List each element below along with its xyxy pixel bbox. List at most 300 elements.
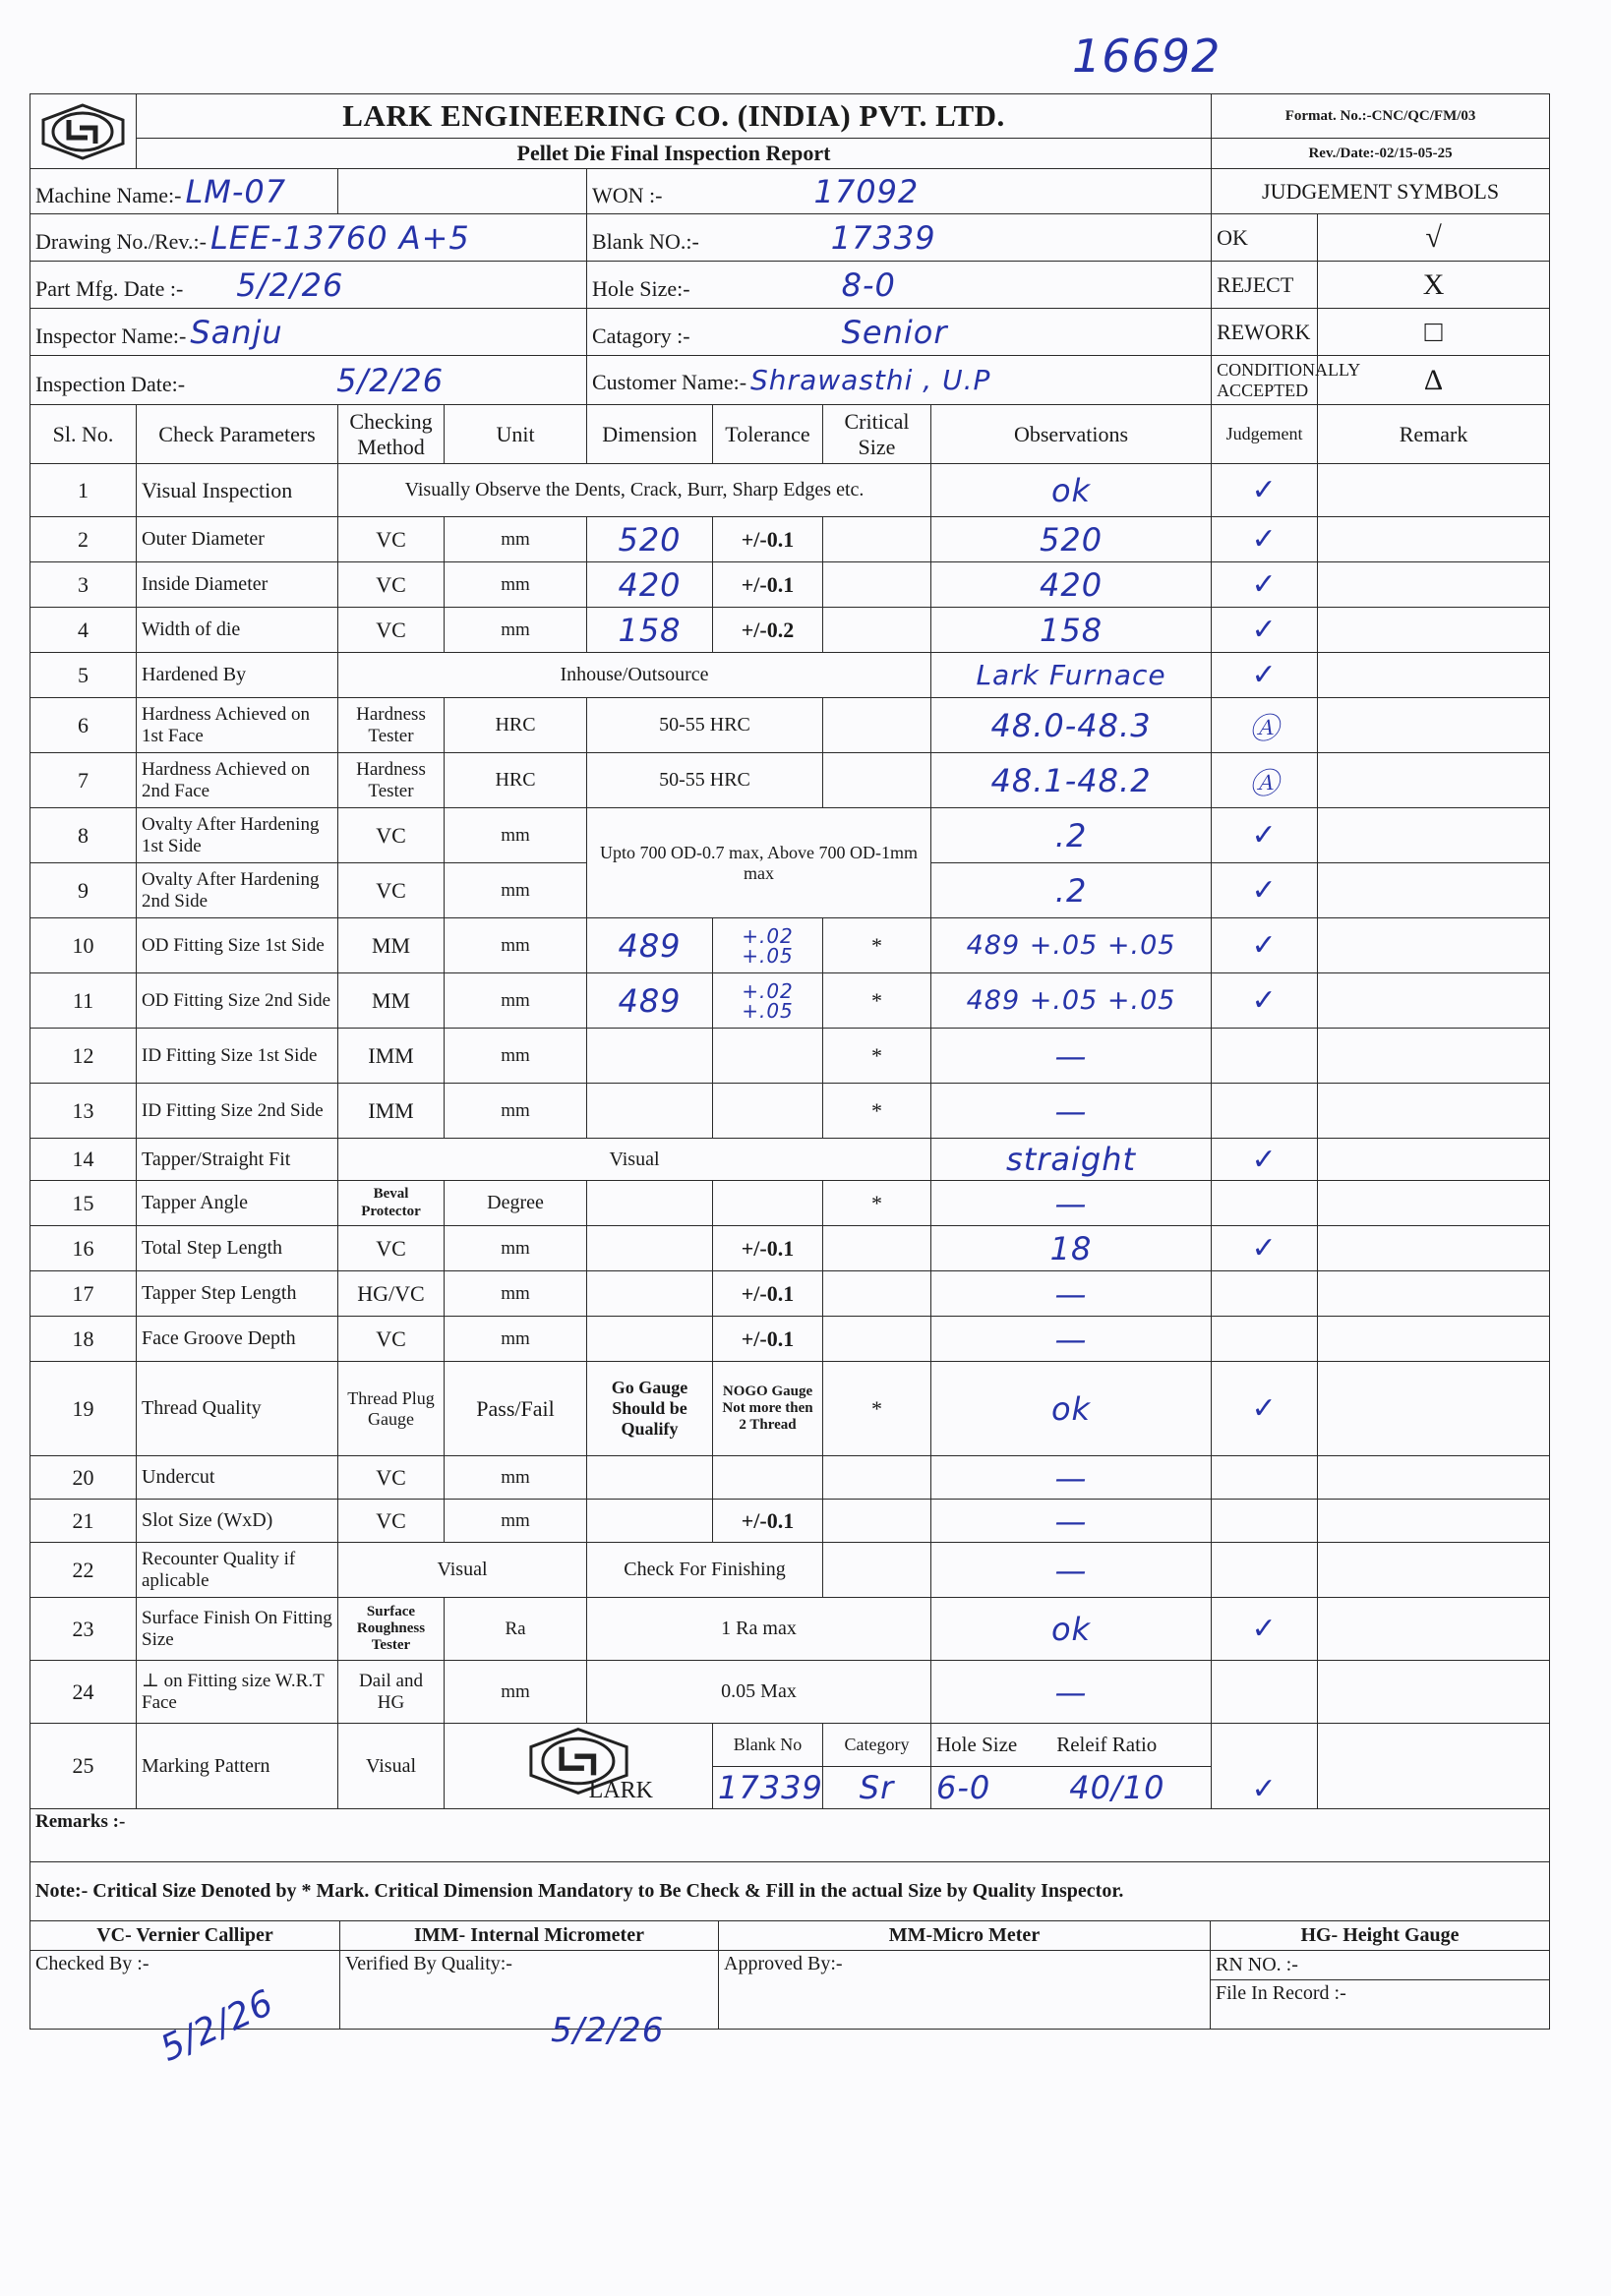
table-row bbox=[30, 1084, 1550, 1139]
row-parameter: Slot Size (WxD) bbox=[137, 1500, 338, 1543]
table-row bbox=[30, 1139, 1550, 1181]
row-judgement: ✓ bbox=[1212, 1724, 1318, 1809]
inspector-name-value: Sanju bbox=[190, 313, 283, 351]
row-method: Thread Plug Gauge bbox=[338, 1362, 445, 1456]
table-row bbox=[30, 973, 1550, 1029]
row-unit: mm bbox=[445, 1029, 587, 1084]
row-remark bbox=[1318, 1317, 1550, 1362]
row-parameter: Inside Diameter bbox=[137, 562, 338, 608]
row-method: Surface Roughness Tester bbox=[338, 1598, 445, 1661]
row-judgement: ✓ bbox=[1212, 464, 1318, 517]
row-unit: mm bbox=[445, 517, 587, 562]
row-critical: * bbox=[823, 1029, 931, 1084]
row-tolerance: +/-0.2 bbox=[713, 608, 823, 653]
row-parameter: Hardness Achieved on 1st Face bbox=[137, 698, 338, 753]
row-method: VC bbox=[338, 562, 445, 608]
row-parameter: Tapper Step Length bbox=[137, 1271, 338, 1317]
marking-hole-header: Hole Size bbox=[936, 1733, 1018, 1756]
row-critical: * bbox=[823, 1362, 931, 1456]
row-sl: 15 bbox=[30, 1181, 137, 1226]
row-judgement bbox=[1212, 1456, 1318, 1500]
table-row bbox=[30, 1362, 1550, 1456]
row-parameter: Width of die bbox=[137, 608, 338, 653]
table-row bbox=[30, 1226, 1550, 1271]
row-method: Inhouse/Outsource bbox=[338, 653, 931, 698]
row-parameter: ⊥ on Fitting size W.R.T Face bbox=[137, 1661, 338, 1724]
row-tolerance: +.02 +.05 bbox=[713, 973, 823, 1029]
row-parameter: Thread Quality bbox=[137, 1362, 338, 1456]
row-unit: mm bbox=[445, 1661, 587, 1724]
row-unit: mm bbox=[445, 608, 587, 653]
row-method: Visually Observe the Dents, Crack, Burr, Sharp Edges etc. bbox=[338, 464, 931, 517]
row-judgement bbox=[1212, 1271, 1318, 1317]
report-table bbox=[30, 93, 1550, 1921]
row-unit: mm bbox=[445, 1226, 587, 1271]
row-observation: 158 bbox=[931, 608, 1212, 653]
row-judgement bbox=[1212, 1317, 1318, 1362]
table-row bbox=[30, 1500, 1550, 1543]
row-sl: 20 bbox=[30, 1456, 137, 1500]
company-name: LARK ENGINEERING CO. (INDIA) PVT. LTD. bbox=[137, 94, 1212, 139]
col-remark: Remark bbox=[1318, 405, 1550, 464]
marking-blank-value: 17339 bbox=[713, 1767, 823, 1809]
row-judgement: ✓ bbox=[1212, 562, 1318, 608]
reject-label: REJECT bbox=[1212, 262, 1318, 309]
col-judgement: Judgement bbox=[1212, 405, 1318, 464]
row-dimension: Upto 700 OD-0.7 max, Above 700 OD-1mm max bbox=[587, 808, 931, 918]
row-critical bbox=[823, 1543, 931, 1598]
row-dimension bbox=[587, 1029, 713, 1084]
row-judgement bbox=[1212, 1500, 1318, 1543]
machine-name-value: LM-07 bbox=[185, 172, 287, 210]
row-sl: 8 bbox=[30, 808, 137, 863]
row-remark bbox=[1318, 1724, 1550, 1809]
row-dimension: 50-55 HRC bbox=[587, 698, 823, 753]
row-method: MM bbox=[338, 918, 445, 973]
verified-by-label: Verified By Quality:- bbox=[340, 1951, 719, 2030]
row-parameter: Total Step Length bbox=[137, 1226, 338, 1271]
row-remark bbox=[1318, 1598, 1550, 1661]
row-unit: mm bbox=[445, 1317, 587, 1362]
row-observation: — bbox=[931, 1456, 1212, 1500]
drawing-no-label: Drawing No./Rev.:- bbox=[35, 228, 207, 254]
legend-imm: IMM- Internal Micrometer bbox=[340, 1921, 719, 1951]
row-sl: 23 bbox=[30, 1598, 137, 1661]
table-row bbox=[30, 753, 1550, 808]
row-dimension bbox=[587, 1317, 713, 1362]
table-row bbox=[30, 1598, 1550, 1661]
legend-vc: VC- Vernier Calliper bbox=[30, 1921, 340, 1951]
report-title: Pellet Die Final Inspection Report bbox=[137, 139, 1212, 169]
row-judgement: ✓ bbox=[1212, 517, 1318, 562]
row-method: Hardness Tester bbox=[338, 753, 445, 808]
row-dimension: 489 bbox=[587, 918, 713, 973]
row-parameter: Undercut bbox=[137, 1456, 338, 1500]
row-critical: * bbox=[823, 1181, 931, 1226]
row-observation: — bbox=[931, 1271, 1212, 1317]
row-dimension: 1 Ra max bbox=[587, 1598, 931, 1661]
table-row bbox=[30, 918, 1550, 973]
row-sl: 16 bbox=[30, 1226, 137, 1271]
row-method: Visual bbox=[338, 1543, 587, 1598]
row-unit: mm bbox=[445, 562, 587, 608]
row-judgement: ✓ bbox=[1212, 1139, 1318, 1181]
row-remark bbox=[1318, 1271, 1550, 1317]
row-remark bbox=[1318, 1029, 1550, 1084]
row-method: IMM bbox=[338, 1029, 445, 1084]
marking-relief-header: Releif Ratio bbox=[1056, 1733, 1158, 1756]
row-unit: mm bbox=[445, 918, 587, 973]
row-sl: 11 bbox=[30, 973, 137, 1029]
row-observation: straight bbox=[931, 1139, 1212, 1181]
col-tolerance: Tolerance bbox=[713, 405, 823, 464]
remarks-label: Remarks :- bbox=[30, 1809, 1550, 1862]
table-row bbox=[30, 1456, 1550, 1500]
legend-hg: HG- Height Gauge bbox=[1211, 1921, 1550, 1951]
row-judgement: Ⓐ bbox=[1212, 698, 1318, 753]
category-label: Catagory :- bbox=[592, 323, 690, 348]
row-judgement: ✓ bbox=[1212, 973, 1318, 1029]
row-method: VC bbox=[338, 608, 445, 653]
row-tolerance: +/-0.1 bbox=[713, 1271, 823, 1317]
row-parameter: OD Fitting Size 1st Side bbox=[137, 918, 338, 973]
row-sl: 1 bbox=[30, 464, 137, 517]
row-dimension: 420 bbox=[587, 562, 713, 608]
row-remark bbox=[1318, 808, 1550, 863]
row-dimension: 489 bbox=[587, 973, 713, 1029]
row-method: MM bbox=[338, 973, 445, 1029]
row-judgement: ✓ bbox=[1212, 1598, 1318, 1661]
row-parameter: Ovalty After Hardening 1st Side bbox=[137, 808, 338, 863]
row-sl: 22 bbox=[30, 1543, 137, 1598]
row-unit: HRC bbox=[445, 698, 587, 753]
hole-size-value: 8-0 bbox=[841, 265, 896, 304]
row-observation: 489 +.05 +.05 bbox=[931, 918, 1212, 973]
conditionally-accepted-label: CONDITIONALLY ACCEPTED bbox=[1212, 356, 1318, 405]
row-sl: 12 bbox=[30, 1029, 137, 1084]
row-method: VC bbox=[338, 1226, 445, 1271]
col-checking-method: Checking Method bbox=[338, 405, 445, 464]
row-remark bbox=[1318, 517, 1550, 562]
legend-mm: MM-Micro Meter bbox=[719, 1921, 1211, 1951]
format-number: Format. No.:-CNC/QC/FM/03 bbox=[1212, 94, 1550, 139]
rework-label: REWORK bbox=[1212, 309, 1318, 356]
row-tolerance: +/-0.1 bbox=[713, 1500, 823, 1543]
row-judgement: ✓ bbox=[1212, 608, 1318, 653]
row-observation: — bbox=[931, 1661, 1212, 1724]
row-observation: 18 bbox=[931, 1226, 1212, 1271]
row-parameter: Visual Inspection bbox=[137, 464, 338, 517]
table-row bbox=[30, 1543, 1550, 1598]
row-remark bbox=[1318, 464, 1550, 517]
marking-lark-text: LARK bbox=[588, 1778, 653, 1803]
row-parameter: Marking Pattern bbox=[137, 1724, 338, 1809]
row-sl: 19 bbox=[30, 1362, 137, 1456]
row-observation: — bbox=[931, 1317, 1212, 1362]
row-method: VC bbox=[338, 863, 445, 918]
table-row bbox=[30, 653, 1550, 698]
row-sl: 25 bbox=[30, 1724, 137, 1809]
col-sl-no: Sl. No. bbox=[30, 405, 137, 464]
row-tolerance bbox=[713, 1084, 823, 1139]
table-row bbox=[30, 608, 1550, 653]
row-parameter: Tapper/Straight Fit bbox=[137, 1139, 338, 1181]
row-judgement: ✓ bbox=[1212, 1362, 1318, 1456]
row-observation: 48.0-48.3 bbox=[931, 698, 1212, 753]
row-sl: 5 bbox=[30, 653, 137, 698]
row-method: IMM bbox=[338, 1084, 445, 1139]
table-row bbox=[30, 1029, 1550, 1084]
marking-blank-header: Blank No bbox=[713, 1724, 823, 1767]
row-method: VC bbox=[338, 517, 445, 562]
row-tolerance: +.02 +.05 bbox=[713, 918, 823, 973]
row-tolerance: +/-0.1 bbox=[713, 562, 823, 608]
marking-hole-relief-values bbox=[931, 1767, 1212, 1809]
marking-category-header: Category bbox=[823, 1724, 931, 1767]
row-unit: mm bbox=[445, 808, 587, 863]
row-remark bbox=[1318, 562, 1550, 608]
row-remark bbox=[1318, 1139, 1550, 1181]
revision-date: Rev./Date:-02/15-05-25 bbox=[1212, 139, 1550, 169]
row-sl: 7 bbox=[30, 753, 137, 808]
row-dimension: Go Gauge Should be Qualify bbox=[587, 1362, 713, 1456]
row-parameter: Face Groove Depth bbox=[137, 1317, 338, 1362]
row-method: Hardness Tester bbox=[338, 698, 445, 753]
row-dimension: 50-55 HRC bbox=[587, 753, 823, 808]
marking-logo-cell bbox=[445, 1724, 713, 1809]
table-row bbox=[30, 698, 1550, 753]
row-remark bbox=[1318, 698, 1550, 753]
row-observation: — bbox=[931, 1029, 1212, 1084]
row-tolerance bbox=[713, 1029, 823, 1084]
inspection-report-form bbox=[30, 93, 1549, 2030]
col-check-parameters: Check Parameters bbox=[137, 405, 338, 464]
row-critical bbox=[823, 753, 931, 808]
row-remark bbox=[1318, 1456, 1550, 1500]
row-sl: 2 bbox=[30, 517, 137, 562]
category-value: Senior bbox=[841, 313, 948, 351]
table-row bbox=[30, 1317, 1550, 1362]
blank-no-label: Blank NO.:- bbox=[592, 228, 699, 254]
table-row bbox=[30, 464, 1550, 517]
handwritten-serial-number: 16692 bbox=[1072, 29, 1222, 83]
row-remark bbox=[1318, 863, 1550, 918]
row-method: Dail and HG bbox=[338, 1661, 445, 1724]
row-judgement: ✓ bbox=[1212, 1226, 1318, 1271]
row-critical: * bbox=[823, 918, 931, 973]
approved-by-label: Approved By:- bbox=[719, 1951, 1211, 2030]
row-critical bbox=[823, 1226, 931, 1271]
checked-by-signature-date: 5/2/26 bbox=[154, 1982, 280, 2070]
row-parameter: OD Fitting Size 2nd Side bbox=[137, 973, 338, 1029]
row-sl: 24 bbox=[30, 1661, 137, 1724]
row-critical bbox=[823, 698, 931, 753]
inspection-date-label: Inspection Date:- bbox=[35, 371, 186, 396]
company-logo bbox=[30, 94, 137, 169]
row-critical bbox=[823, 1456, 931, 1500]
row-critical bbox=[823, 517, 931, 562]
row-observation: .2 bbox=[931, 808, 1212, 863]
row-observation: 48.1-48.2 bbox=[931, 753, 1212, 808]
row-unit: Ra bbox=[445, 1598, 587, 1661]
row-judgement bbox=[1212, 1029, 1318, 1084]
rework-symbol: □ bbox=[1318, 309, 1550, 356]
row-tolerance: +/-0.1 bbox=[713, 1317, 823, 1362]
row-observation: — bbox=[931, 1084, 1212, 1139]
row-sl: 21 bbox=[30, 1500, 137, 1543]
marking-hole-value: 6-0 bbox=[936, 1769, 991, 1806]
row-remark bbox=[1318, 1543, 1550, 1598]
row-remark bbox=[1318, 918, 1550, 973]
row-critical bbox=[823, 562, 931, 608]
row-observation: ok bbox=[931, 1598, 1212, 1661]
row-judgement: ✓ bbox=[1212, 653, 1318, 698]
row-observation: 489 +.05 +.05 bbox=[931, 973, 1212, 1029]
verified-by-signature-date: 5/2/26 bbox=[551, 2011, 665, 2050]
row-remark bbox=[1318, 1500, 1550, 1543]
row-method: VC bbox=[338, 1456, 445, 1500]
row-dimension bbox=[587, 1084, 713, 1139]
marking-category-value: Sr bbox=[823, 1767, 931, 1809]
row-unit: mm bbox=[445, 1456, 587, 1500]
row-tolerance bbox=[713, 1456, 823, 1500]
row-remark bbox=[1318, 1226, 1550, 1271]
row-parameter: Outer Diameter bbox=[137, 517, 338, 562]
hole-size-label: Hole Size:- bbox=[592, 275, 690, 301]
row-sl: 10 bbox=[30, 918, 137, 973]
row-remark bbox=[1318, 753, 1550, 808]
marking-relief-value: 40/10 bbox=[1069, 1769, 1165, 1806]
blank-no-value: 17339 bbox=[830, 218, 936, 257]
row-dimension bbox=[587, 1181, 713, 1226]
row-parameter: Hardness Achieved on 2nd Face bbox=[137, 753, 338, 808]
row-tolerance: NOGO Gauge Not more then 2 Thread bbox=[713, 1362, 823, 1456]
row-observation: — bbox=[931, 1181, 1212, 1226]
row-dimension bbox=[587, 1456, 713, 1500]
ok-label: OK bbox=[1212, 214, 1318, 262]
critical-note: Note:- Critical Size Denoted by * Mark. Critical Dimension Mandatory to Be Check & Fill in the actual Size by Quality Inspector. bbox=[30, 1862, 1550, 1921]
row-dimension bbox=[587, 1226, 713, 1271]
conditionally-accepted-symbol: Δ bbox=[1318, 356, 1550, 405]
table-row bbox=[30, 517, 1550, 562]
won-value: 17092 bbox=[813, 172, 920, 210]
table-row bbox=[30, 562, 1550, 608]
row-dimension: 520 bbox=[587, 517, 713, 562]
reject-symbol: X bbox=[1318, 262, 1550, 309]
row-method: VC bbox=[338, 1317, 445, 1362]
row-dimension: 158 bbox=[587, 608, 713, 653]
row-critical: * bbox=[823, 1084, 931, 1139]
row-judgement bbox=[1212, 1181, 1318, 1226]
won-label: WON :- bbox=[592, 182, 663, 207]
row-sl: 9 bbox=[30, 863, 137, 918]
drawing-no-value: LEE-13760 A+5 bbox=[209, 218, 470, 257]
judgement-symbols-title: JUDGEMENT SYMBOLS bbox=[1212, 169, 1550, 214]
row-observation: ok bbox=[931, 464, 1212, 517]
row-method: Visual bbox=[338, 1724, 445, 1809]
row-parameter: ID Fitting Size 1st Side bbox=[137, 1029, 338, 1084]
row-remark bbox=[1318, 608, 1550, 653]
row-sl: 13 bbox=[30, 1084, 137, 1139]
customer-name-value: Shrawasthi , U.P bbox=[750, 364, 991, 396]
row-parameter: ID Fitting Size 2nd Side bbox=[137, 1084, 338, 1139]
row-judgement: ✓ bbox=[1212, 863, 1318, 918]
row-observation: 520 bbox=[931, 517, 1212, 562]
column-header-row bbox=[30, 405, 1550, 464]
table-row bbox=[30, 1181, 1550, 1226]
row-unit: mm bbox=[445, 1271, 587, 1317]
row-remark bbox=[1318, 1181, 1550, 1226]
row-remark bbox=[1318, 653, 1550, 698]
row-sl: 14 bbox=[30, 1139, 137, 1181]
row-judgement bbox=[1212, 1084, 1318, 1139]
row-tolerance: +/-0.1 bbox=[713, 1226, 823, 1271]
row-critical bbox=[823, 1271, 931, 1317]
inspection-date-value: 5/2/26 bbox=[336, 361, 445, 399]
col-critical-size: Critical Size bbox=[823, 405, 931, 464]
checked-by-label: Checked By :- bbox=[30, 1951, 340, 2030]
row-parameter: Ovalty After Hardening 2nd Side bbox=[137, 863, 338, 918]
col-observations: Observations bbox=[931, 405, 1212, 464]
row-critical bbox=[823, 1500, 931, 1543]
row-critical bbox=[823, 1317, 931, 1362]
row-remark bbox=[1318, 973, 1550, 1029]
row-observation: .2 bbox=[931, 863, 1212, 918]
row-tolerance: +/-0.1 bbox=[713, 517, 823, 562]
row-judgement: Ⓐ bbox=[1212, 753, 1318, 808]
lark-logo-icon bbox=[36, 102, 130, 161]
row-observation: — bbox=[931, 1500, 1212, 1543]
row-remark bbox=[1318, 1362, 1550, 1456]
customer-name-label: Customer Name:- bbox=[592, 370, 747, 394]
row-observation: Lark Furnace bbox=[931, 653, 1212, 698]
row-method: HG/VC bbox=[338, 1271, 445, 1317]
row-parameter: Recounter Quality if aplicable bbox=[137, 1543, 338, 1598]
row-sl: 17 bbox=[30, 1271, 137, 1317]
ok-symbol: √ bbox=[1318, 214, 1550, 262]
file-in-record-label: File In Record :- bbox=[1211, 1980, 1550, 2030]
row-remark bbox=[1318, 1084, 1550, 1139]
row-dimension: 0.05 Max bbox=[587, 1661, 931, 1724]
rn-no-label: RN NO. :- bbox=[1211, 1951, 1550, 1980]
mfg-date-label: Part Mfg. Date :- bbox=[35, 275, 184, 301]
col-unit: Unit bbox=[445, 405, 587, 464]
marking-hole-relief-header bbox=[931, 1724, 1212, 1767]
table-row bbox=[30, 1271, 1550, 1317]
col-dimension: Dimension bbox=[587, 405, 713, 464]
row-judgement: ✓ bbox=[1212, 918, 1318, 973]
row-unit: mm bbox=[445, 1500, 587, 1543]
row-method: VC bbox=[338, 1500, 445, 1543]
row-observation: 420 bbox=[931, 562, 1212, 608]
table-row bbox=[30, 1661, 1550, 1724]
row-dimension: Check For Finishing bbox=[587, 1543, 823, 1598]
row-unit: Pass/Fail bbox=[445, 1362, 587, 1456]
inspector-name-label: Inspector Name:- bbox=[35, 323, 187, 348]
mfg-date-value: 5/2/26 bbox=[236, 265, 344, 304]
row-unit: Degree bbox=[445, 1181, 587, 1226]
row-unit: mm bbox=[445, 1084, 587, 1139]
row-sl: 6 bbox=[30, 698, 137, 753]
row-judgement bbox=[1212, 1543, 1318, 1598]
row-parameter: Surface Finish On Fitting Size bbox=[137, 1598, 338, 1661]
row-observation: — bbox=[931, 1543, 1212, 1598]
row-critical bbox=[823, 608, 931, 653]
row-method: Visual bbox=[338, 1139, 931, 1181]
row-judgement: ✓ bbox=[1212, 808, 1318, 863]
row-parameter: Tapper Angle bbox=[137, 1181, 338, 1226]
row-sl: 4 bbox=[30, 608, 137, 653]
